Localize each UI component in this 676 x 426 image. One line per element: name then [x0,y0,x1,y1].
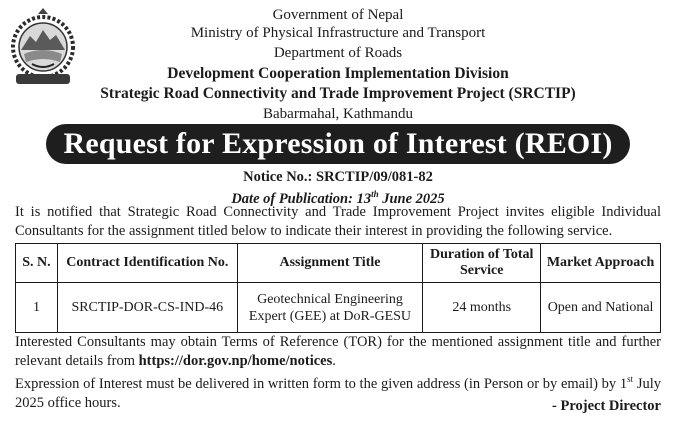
col-duration: Duration of Total Service [423,244,541,283]
publication-date-prefix: Date of Publication: 13 [231,190,372,207]
col-market-approach: Market Approach [541,244,661,283]
cell-sn: 1 [16,283,58,333]
table-header-row [16,244,661,283]
tor-link[interactable]: https://dor.gov.np/home/notices [138,353,333,369]
col-assignment-title: Assignment Title [237,244,423,283]
intro-paragraph: It is notified that Strategic Road Connectivity and Trade Improvement Project invites eligible Individual Consultants for the assignment titled below to indicate their interest in providing the following service. [15,204,661,239]
tor-text-end: . [332,353,336,369]
govt-title: Government of Nepal [272,7,404,23]
cell-market-approach: Open and National [541,283,661,333]
department-title: Department of Roads [273,45,403,61]
tor-paragraph [15,333,661,371]
project-title: Strategic Road Connectivity and Trade Improvement Project (SRCTIP) [100,85,576,102]
division-title: Development Cooperation Implementation Division [167,65,509,82]
notice-number: Notice No.: SRCTIP/09/081-82 [243,169,433,185]
cell-contract-id: SRCTIP-DOR-CS-IND-46 [57,283,237,333]
col-contract-id: Contract Identification No. [57,244,237,283]
assignment-table [15,243,661,333]
address: Babarmahal, Kathmandu [263,106,413,122]
publication-date-sup: th [371,189,379,199]
publication-date-suffix: June 2025 [378,190,445,207]
cell-assignment-title: Geotechnical Engineering Expert (GEE) at DoR-GESU [237,283,423,333]
submission-text: Expression of Interest must be delivered in written form to the given address (in Person or by email) by 1 [15,375,628,392]
submission-sup: st [627,374,634,384]
reoi-banner: Request for Expression of Interest (REOI) [46,124,630,164]
cell-duration: 24 months [423,283,541,333]
table-row [16,283,661,333]
submission-text-end: July 2025 office hours. [15,375,662,411]
ministry-title: Ministry of Physical Infrastructure and Transport [190,25,486,41]
signature: - Project Director [552,398,661,414]
tor-text: Interested Consultants may obtain Terms of Reference (TOR) for the mentioned assignment title and further relevant details from [15,334,661,369]
col-sn: S. N. [16,244,58,283]
